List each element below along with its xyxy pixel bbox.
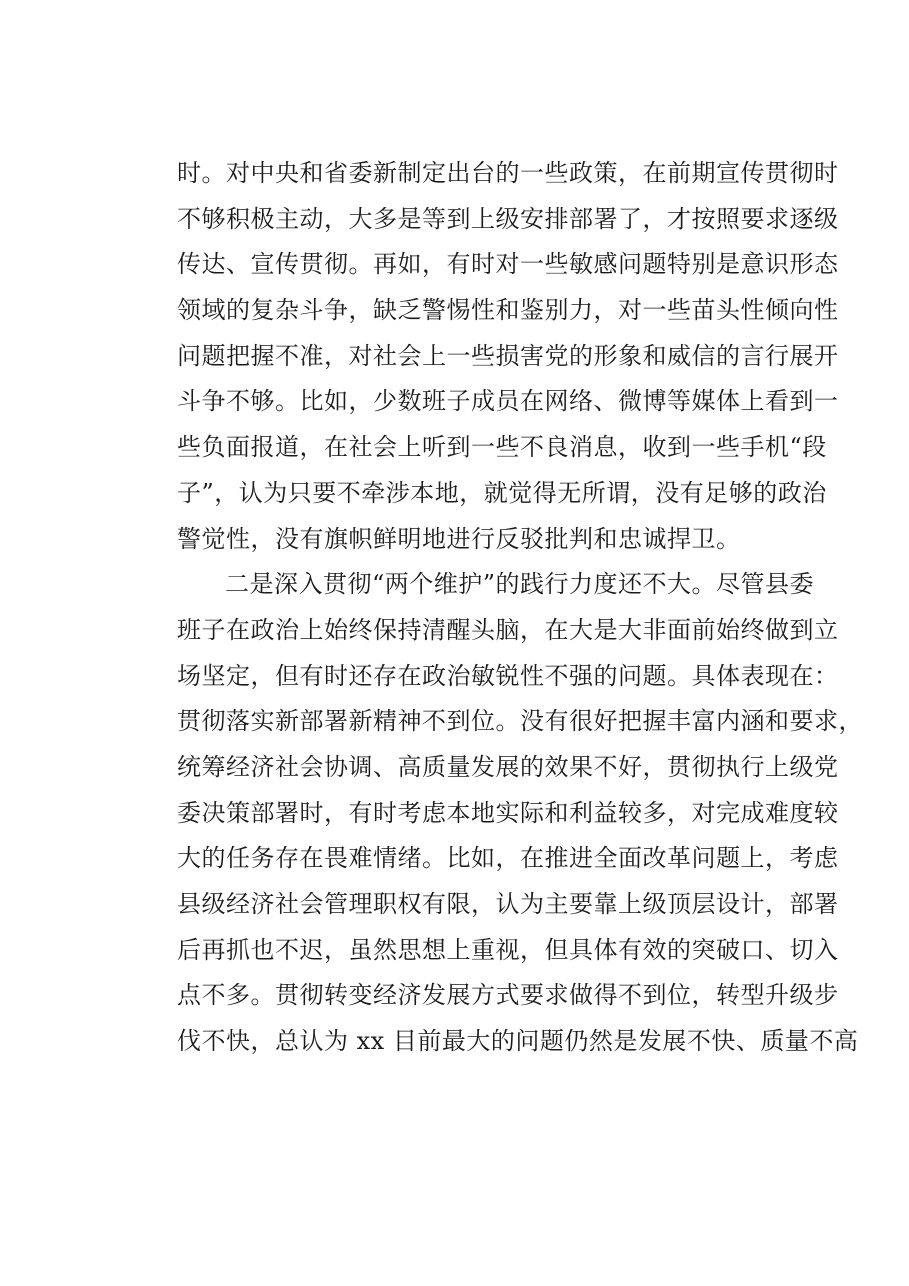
text-line: 二是深入贯彻“两个维护”的践行力度还不大。尽管县委 [225, 570, 815, 599]
text-line: 不够积极主动，大多是等到上级安排部署了，才按照要求逐级 [177, 204, 839, 233]
text-line: 领域的复杂斗争，缺乏警惕性和鉴别力，对一些苗头性倾向性 [177, 296, 839, 325]
text-line: 贯彻落实新部署新精神不到位。没有很好把握丰富内涵和要求， [177, 707, 863, 736]
text-line: 点不多。贯彻转变经济发展方式要求做得不到位，转型升级步 [177, 981, 839, 1010]
body-text [177, 151, 863, 1065]
text-line: 后再抓也不迟，虽然思想上重视，但具体有效的突破口、切入 [177, 935, 839, 964]
text-line: 统筹经济社会协调、高质量发展的效果不好，贯彻执行上级党 [177, 752, 839, 781]
text-line: 大的任务存在畏难情绪。比如，在推进全面改革问题上，考虑 [177, 844, 839, 873]
text-line: 子”，认为只要不牵涉本地，就觉得无所谓，没有足够的政治 [177, 478, 827, 507]
text-line: 县级经济社会管理职权有限，认为主要靠上级顶层设计，部署 [177, 890, 839, 918]
paragraph [177, 562, 863, 1065]
text-line: 时。对中央和省委新制定出台的一些政策，在前期宣传贯彻时 [177, 159, 839, 187]
paragraph [177, 151, 839, 562]
text-line: 委决策部署时，有时考虑本地实际和利益较多，对完成难度较 [177, 798, 839, 827]
text-line: 些负面报道，在社会上听到一些不良消息，收到一些手机“段 [177, 433, 827, 462]
text-line: 问题把握不准，对社会上一些损害党的形象和威信的言行展开 [177, 341, 839, 370]
text-line: 场坚定，但有时还存在政治敏锐性不强的问题。具体表现在： [177, 661, 839, 690]
text-line: 班子在政治上始终保持清醒头脑，在大是大非面前始终做到立 [177, 615, 839, 644]
text-line: 伐不快，总认为 xx 目前最大的问题仍然是发展不快、质量不高 [177, 1027, 859, 1056]
text-line: 传达、宣传贯彻。再如，有时对一些敏感问题特别是意识形态 [177, 250, 839, 279]
text-line: 斗争不够。比如，少数班子成员在网络、微博等媒体上看到一 [177, 387, 839, 416]
text-line: 警觉性，没有旗帜鲜明地进行反驳批判和忠诚捍卫。 [177, 524, 741, 553]
